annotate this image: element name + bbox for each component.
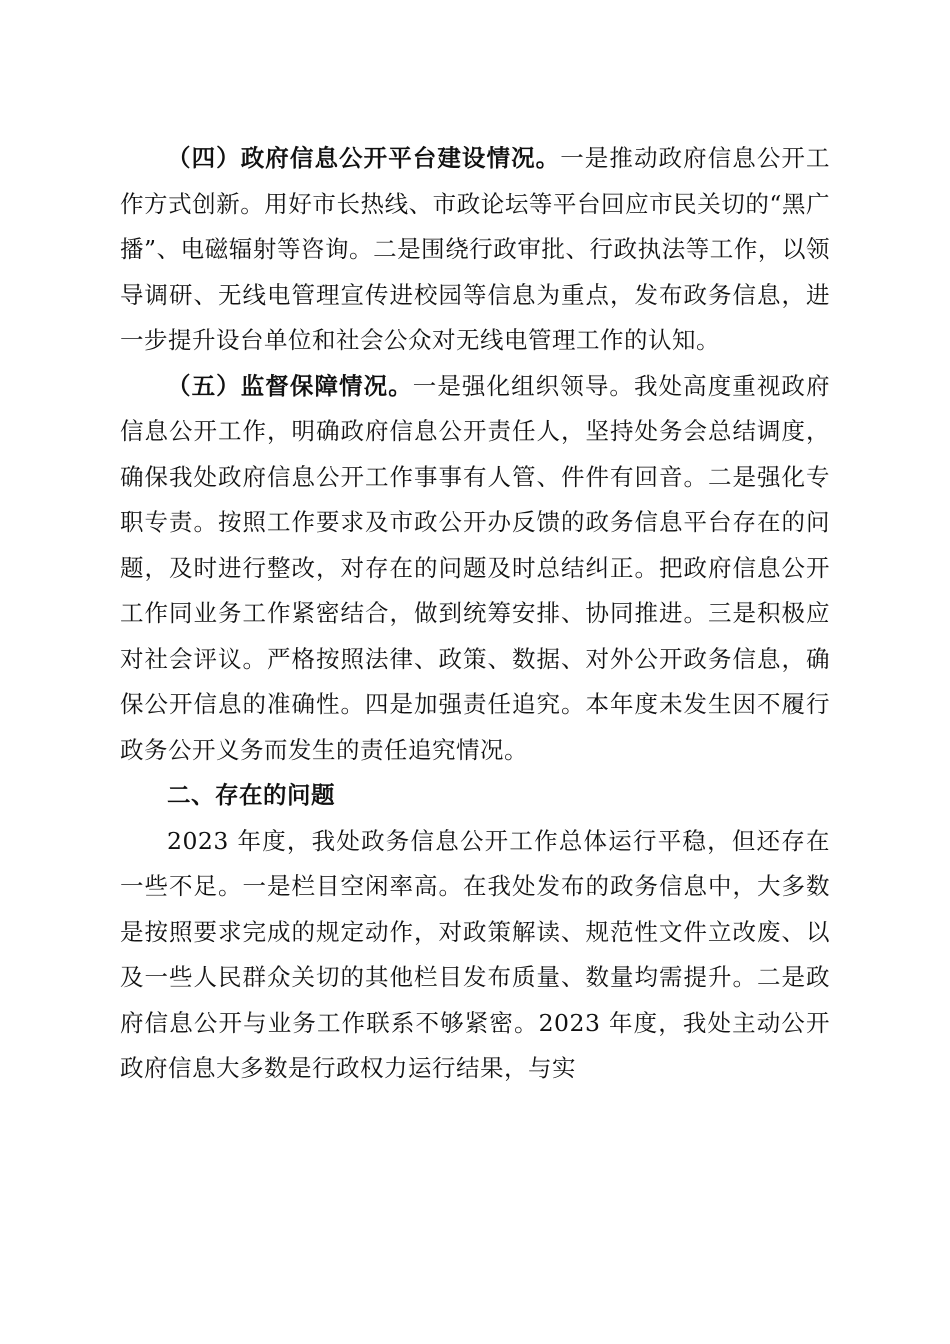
paragraph-problems: 2023 年度，我处政务信息公开工作总体运行平稳，但还存在一些不足。一是栏目空闲率高。在我处发布的政务信息中，大多数是按照要求完成的规定动作，对政策解读、规范性文件立改废、以及一些人民群众关切的其他栏目发布质量、数量均需提升。二是政府信息公开与业务工作联系不够紧密。2023 年度，我处主动公开政府信息大多数是行政权力运行结果，与实 bbox=[120, 826, 830, 1082]
paragraph-heading-supervision: （五）监督保障情况。 bbox=[167, 371, 413, 400]
paragraph-supervision bbox=[120, 364, 830, 774]
document-page bbox=[120, 136, 830, 1092]
paragraph-platform-construction bbox=[120, 136, 830, 364]
paragraph-body-supervision: 一是强化组织领导。我处高度重视政府信息公开工作，明确政府信息公开责任人，坚持处务会总结调度，确保我处政府信息公开工作事事有人管、件件有回音。二是强化专职专责。按照工作要求及市政公开办反馈的政务信息平台存在的问题，及时进行整改，对存在的问题及时总结纠正。把政府信息公开工作同业务工作紧密结合，做到统筹安排、协同推进。三是积极应对社会评议。严格按照法律、政策、数据、对外公开政务信息，确保公开信息的准确性。四是加强责任追究。本年度未发生因不履行政务公开义务而发生的责任追究情况。 bbox=[120, 371, 831, 764]
paragraph-body-platform-construction: 一是推动政府信息公开工作方式创新。用好市长热线、市政论坛等平台回应市民关切的“黑广播”、电磁辐射等咨询。二是围绕行政审批、行政执法等工作，以领导调研、无线电管理宣传进校园等信息为重点，发布政务信息，进一步提升设台单位和社会公众对无线电管理工作的认知。 bbox=[120, 144, 831, 354]
paragraph-heading-platform-construction: （四）政府信息公开平台建设情况。 bbox=[167, 144, 561, 172]
section-title-problems: 二、存在的问题 bbox=[167, 781, 335, 809]
